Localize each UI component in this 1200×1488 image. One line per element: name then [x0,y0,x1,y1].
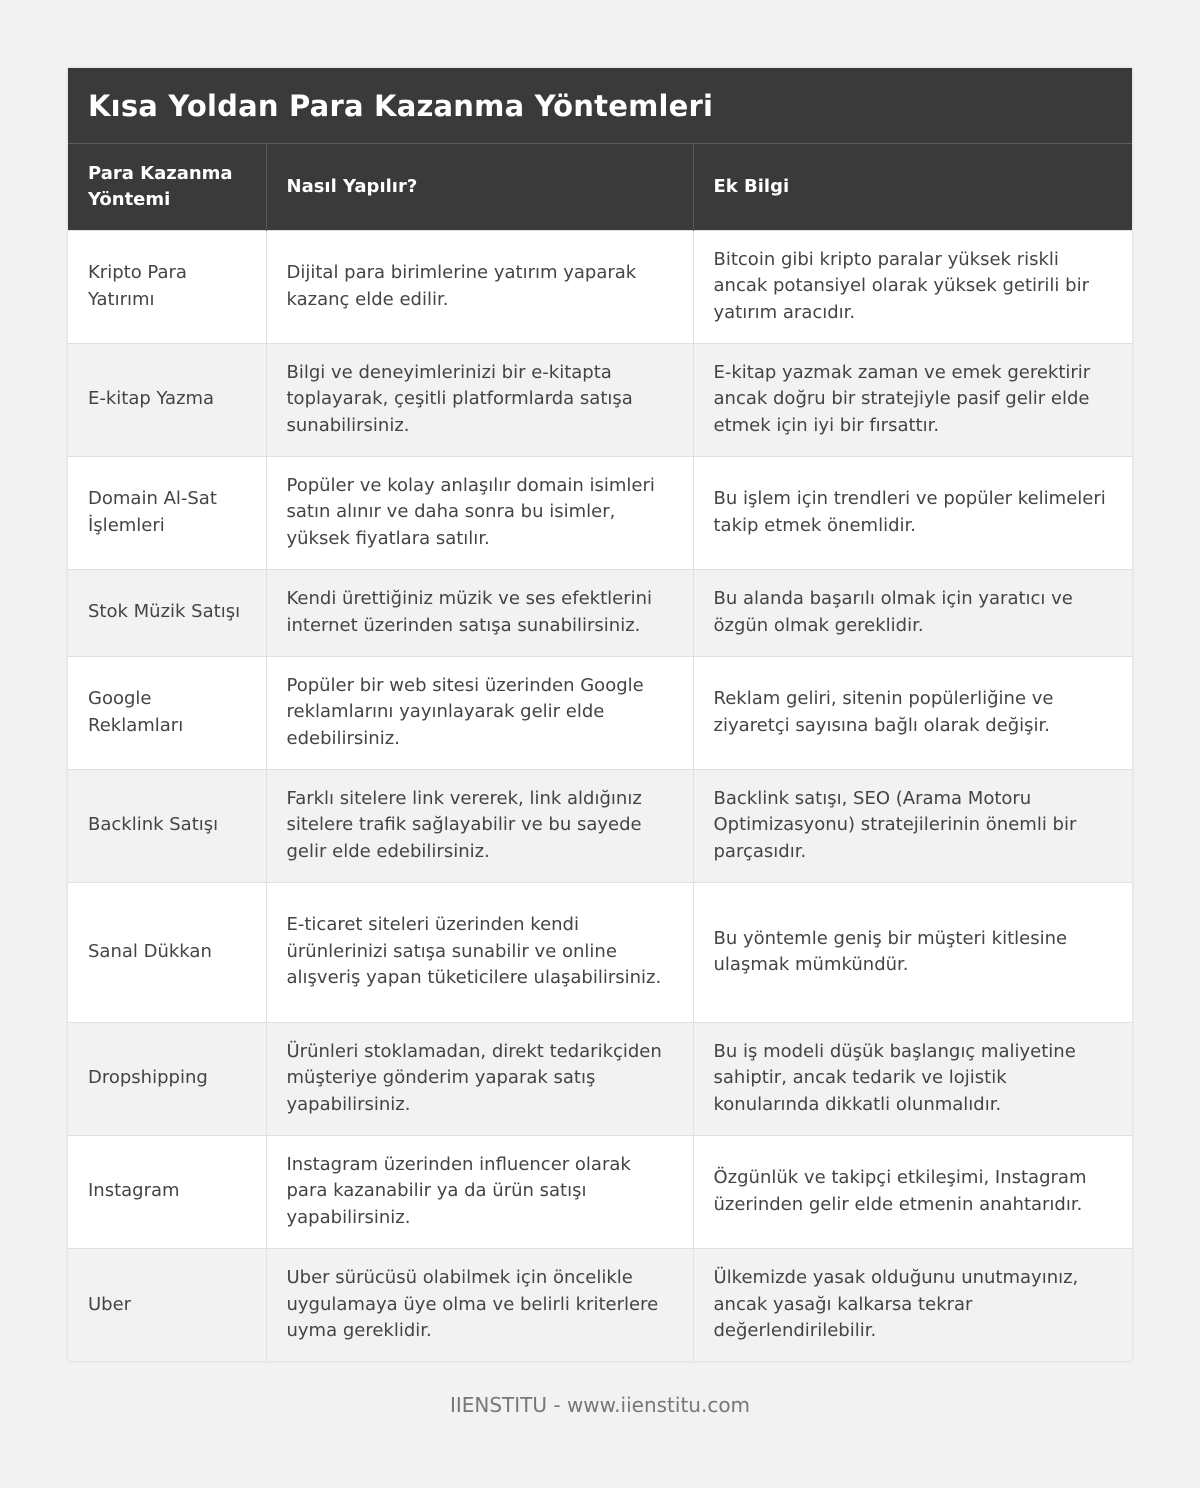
cell-info: Reklam geliri, sitenin popülerliğine ve ziyaretçi sayısına bağlı olarak değişir. [693,656,1132,769]
cell-how: Kendi ürettiğiniz müzik ve ses efektlerini internet üzerinden satışa sunabilirsiniz. [266,569,693,656]
cell-method: Domain Al-Sat İşlemleri [68,456,266,569]
table-row [68,230,1132,343]
table-title: Kısa Yoldan Para Kazanma Yöntemleri [88,88,714,123]
table-row [68,769,1132,882]
cell-how: E-ticaret siteleri üzerinden kendi ürünlerinizi satışa sunabilir ve online alışveriş yapan tüketicilere ulaşabilirsiniz. [266,882,693,1022]
cell-method: E-kitap Yazma [68,343,266,456]
table-row [68,569,1132,656]
table-row [68,343,1132,456]
cell-how: Popüler ve kolay anlaşılır domain isimleri satın alınır ve daha sonra bu isimler, yüksek fiyatlara satılır. [266,456,693,569]
header-method: Para Kazanma Yöntemi [68,144,266,230]
cell-method: Stok Müzik Satışı [68,569,266,656]
cell-how: Farklı sitelere link vererek, link aldığınız sitelere trafik sağlayabilir ve bu sayede gelir elde edebilirsiniz. [266,769,693,882]
table-header-row [68,144,1132,230]
cell-how: Ürünleri stoklamadan, direkt tedarikçiden müşteriye gönderim yaparak satış yapabilirsiniz. [266,1022,693,1135]
cell-how: Uber sürücüsü olabilmek için öncelikle uygulamaya üye olma ve belirli kriterlere uyma gereklidir. [266,1248,693,1361]
methods-table-card [68,68,1132,1361]
cell-info: Ülkemizde yasak olduğunu unutmayınız, ancak yasağı kalkarsa tekrar değerlendirilebilir. [693,1248,1132,1361]
header-how: Nasıl Yapılır? [266,144,693,230]
cell-info: Bitcoin gibi kripto paralar yüksek riskli ancak potansiyel olarak yüksek getirili bir yatırım aracıdır. [693,230,1132,343]
cell-method: Kripto Para Yatırımı [68,230,266,343]
table-row [68,882,1132,1022]
cell-how: Instagram üzerinden influencer olarak para kazanabilir ya da ürün satışı yapabilirsiniz. [266,1135,693,1248]
header-info: Ek Bilgi [693,144,1132,230]
table-row [68,656,1132,769]
cell-info: Bu yöntemle geniş bir müşteri kitlesine ulaşmak mümkündür. [693,882,1132,1022]
site-footer-credit: IIENSTITU - www.iienstitu.com [449,1393,751,1417]
cell-method: Sanal Dükkan [68,882,266,1022]
cell-how: Bilgi ve deneyimlerinizi bir e-kitapta toplayarak, çeşitli platformlarda satışa sunabilirsiniz. [266,343,693,456]
cell-info: Bu alanda başarılı olmak için yaratıcı ve özgün olmak gereklidir. [693,569,1132,656]
cell-how: Dijital para birimlerine yatırım yaparak kazanç elde edilir. [266,230,693,343]
cell-info: Bu iş modeli düşük başlangıç maliyetine sahiptir, ancak tedarik ve lojistik konularında dikkatli olunmalıdır. [693,1022,1132,1135]
cell-info: Bu işlem için trendleri ve popüler kelimeleri takip etmek önemlidir. [693,456,1132,569]
cell-info: Özgünlük ve takipçi etkileşimi, Instagram üzerinden gelir elde etmenin anahtarıdır. [693,1135,1132,1248]
table-row [68,1022,1132,1135]
cell-info: Backlink satışı, SEO (Arama Motoru Optimizasyonu) stratejilerinin önemli bir parçasıdır. [693,769,1132,882]
cell-method: Google Reklamları [68,656,266,769]
cell-how: Popüler bir web sitesi üzerinden Google reklamlarını yayınlayarak gelir elde edebilirsiniz. [266,656,693,769]
cell-info: E-kitap yazmak zaman ve emek gerektirir ancak doğru bir stratejiyle pasif gelir elde etmek için iyi bir fırsattır. [693,343,1132,456]
cell-method: Instagram [68,1135,266,1248]
table-row [68,1135,1132,1248]
table-row [68,1248,1132,1361]
cell-method: Backlink Satışı [68,769,266,882]
cell-method: Uber [68,1248,266,1361]
table-title-bar [68,68,1132,144]
cell-method: Dropshipping [68,1022,266,1135]
methods-table [68,144,1132,1361]
table-row [68,456,1132,569]
